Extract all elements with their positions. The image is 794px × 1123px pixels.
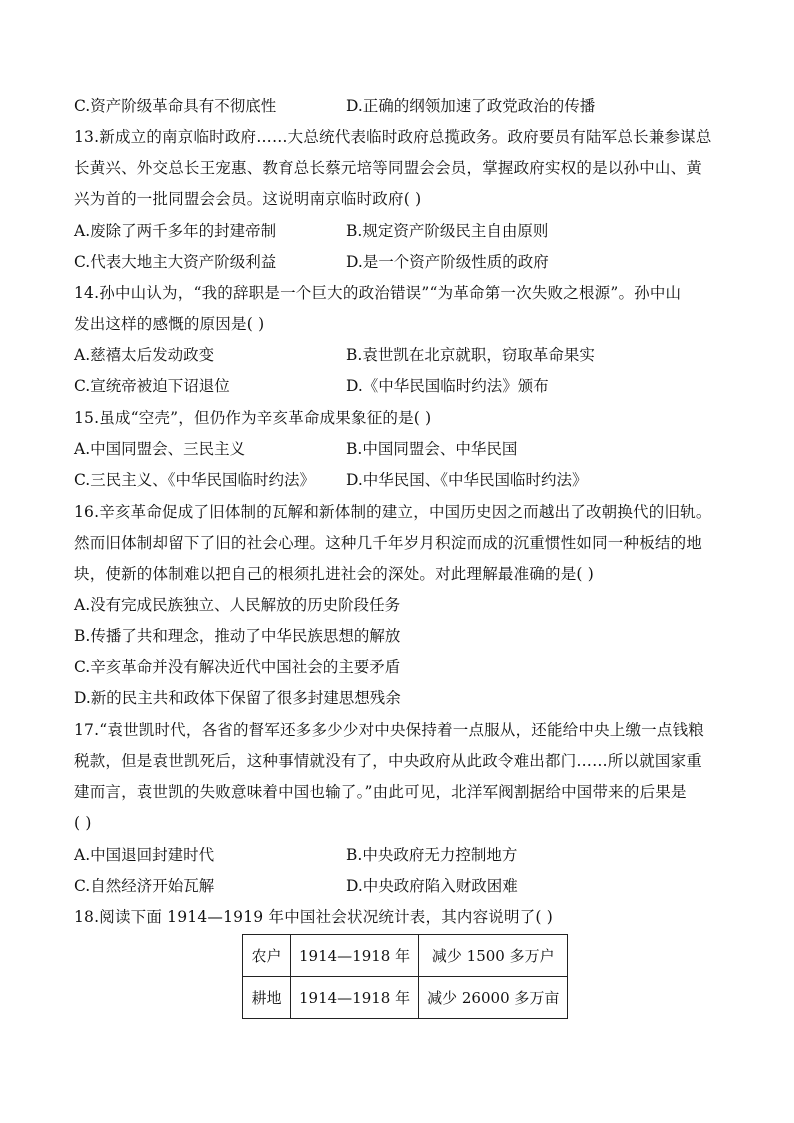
q18-stats-table <box>242 934 568 1019</box>
table-row <box>243 977 568 1019</box>
q12-option-d: D.正确的纲领加速了政党政治的传播 <box>346 97 596 115</box>
q14-option-d: D.《中华民国临时约法》颁布 <box>346 377 549 395</box>
q17-stem-line-3: 建而言，袁世凯的失败意味着中国也输了。”由此可见，北洋军阀割据给中国带来的后果是 <box>74 783 687 801</box>
q12-option-c: C.资产阶级革命具有不彻底性 <box>74 97 277 115</box>
q17-stem-line-1: 17.“袁世凯时代，各省的督军还多多少少对中央保持着一点服从，还能给中央上缴一点钱粮 <box>74 721 704 739</box>
q15-option-b: B.中国同盟会、中华民国 <box>346 440 518 458</box>
q13-stem-line-2: 长黄兴、外交总长王宠惠、教育总长蔡元培等同盟会会员，掌握政府实权的是以孙中山、黄 <box>74 159 703 177</box>
table-cell: 1914—1918 年 <box>291 977 419 1019</box>
table-cell: 耕地 <box>243 977 291 1019</box>
q16-option-d: D.新的民主共和政体下保留了很多封建思想残余 <box>74 689 401 707</box>
q17-option-d: D.中央政府陷入财政困难 <box>346 877 518 895</box>
q16-option-c: C.辛亥革命并没有解决近代中国社会的主要矛盾 <box>74 658 401 676</box>
table-cell: 农户 <box>243 935 291 977</box>
q14-option-a: A.慈禧太后发动政变 <box>74 346 215 364</box>
q16-option-b: B.传播了共和理念，推动了中华民族思想的解放 <box>74 627 401 645</box>
q16-stem-line-2: 然而旧体制却留下了旧的社会心理。这种几千年岁月积淀而成的沉重惯性如同一种板结的地 <box>74 534 703 552</box>
q17-option-c: C.自然经济开始瓦解 <box>74 877 215 895</box>
q15-option-c: C.三民主义、《中华民国临时约法》 <box>74 471 315 489</box>
q14-stem-line-1: 14.孙中山认为，“我的辞职是一个巨大的政治错误”“为革命第一次失败之根源”。孙中山 <box>74 284 682 302</box>
q15-option-a: A.中国同盟会、三民主义 <box>74 440 246 458</box>
q13-option-d: D.是一个资产阶级性质的政府 <box>346 253 549 271</box>
q13-option-b: B.规定资产阶级民主自由原则 <box>346 222 549 240</box>
q17-option-b: B.中央政府无力控制地方 <box>346 846 518 864</box>
q13-stem-line-1: 13.新成立的南京临时政府……大总统代表临时政府总揽政务。政府要员有陆军总长兼参谋总 <box>74 128 712 146</box>
q17-stem-line-4: ( ) <box>74 814 92 832</box>
q18-stem-line-1: 18.阅读下面 1914—1919 年中国社会状况统计表，其内容说明了( ) <box>74 908 554 926</box>
q16-option-a: A.没有完成民族独立、人民解放的历史阶段任务 <box>74 596 401 614</box>
q14-option-c: C.宣统帝被迫下诏退位 <box>74 377 230 395</box>
q14-option-b: B.袁世凯在北京就职，窃取革命果实 <box>346 346 595 364</box>
q14-stem-line-2: 发出这样的感慨的原因是( ) <box>74 315 265 333</box>
table-cell: 1914—1918 年 <box>291 935 419 977</box>
q15-option-d: D.中华民国、《中华民国临时约法》 <box>346 471 588 489</box>
q13-stem-line-3: 兴为首的一批同盟会会员。这说明南京临时政府( ) <box>74 190 422 208</box>
table-row <box>243 935 568 977</box>
q13-option-c: C.代表大地主大资产阶级利益 <box>74 253 277 271</box>
q16-stem-line-3: 块，使新的体制难以把自己的根须扎进社会的深处。对此理解最准确的是( ) <box>74 565 595 583</box>
table-cell: 减少 26000 多万亩 <box>419 977 568 1019</box>
q16-stem-line-1: 16.辛亥革命促成了旧体制的瓦解和新体制的建立，中国历史因之而越出了改朝换代的旧轨。 <box>74 503 712 521</box>
q13-option-a: A.废除了两千多年的封建帝制 <box>74 222 277 240</box>
q17-stem-line-2: 税款，但是袁世凯死后，这种事情就没有了，中央政府从此政令难出都门……所以就国家重 <box>74 752 703 770</box>
q15-stem-line-1: 15.虽成“空壳”，但仍作为辛亥革命成果象征的是( ) <box>74 409 432 427</box>
q17-option-a: A.中国退回封建时代 <box>74 846 215 864</box>
table-cell: 减少 1500 多万户 <box>419 935 568 977</box>
